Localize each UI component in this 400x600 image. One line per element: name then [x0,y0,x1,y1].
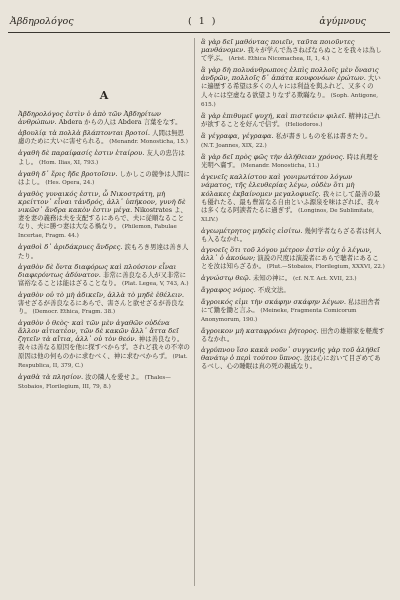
header-right: ἀγύμνους [319,16,366,27]
japanese-translation: Abdera からの人は Abdera 言葉をなす。 [56,118,182,127]
greek-quotation: ἄγραφος νόμος. [201,286,256,295]
greek-quotation: ἃ γὰρ δὴ πολυάνθρωποις ἐλπὶς πολλοῖς μὲν ὄνασις ἀνδρῶν, πολλοῖς δ᾽ ἀπάτα κουφονόων ἐρώτων. [201,66,379,83]
japanese-translation: 我々が学んで為さねばならぬことを我々は為して学ぶ。 [201,46,382,63]
greek-quotation: ἃ γέγραφα, γέγραφα. [201,131,274,140]
japanese-translation: 非常に善良なる人が又非常に富裕なることは能はざることなり。 [18,270,187,287]
quotation-entry [18,170,190,187]
greek-quotation: ἀγαθὴ δὲ παραίφασίς ἐστιν ἑταίρου. [18,149,145,158]
source-citation: (Heliodoros.) [283,121,323,128]
greek-quotation: ἀγαθὰ τὰ πλησίον. [18,372,84,381]
quotation-entry [18,129,190,146]
quotation-entry [201,227,385,243]
quotation-entry [201,246,385,271]
japanese-translation: 演説の尺度は演説者にあらで聴者にあることを汝は知らざるか。 [201,254,379,271]
greek-quotation: ἀγνοεῖς ὅτι τοῦ λόγου μέτρον ἐστὶν οὐχ ὁ λέγων, ἀλλ᾽ ὁ ἀκούων; [201,246,372,263]
greek-quotation: Ἀβδηρολόγος ἐστὶν ὁ ἀπὸ τῶν Ἀβδηρίτων ἀνθρώπων. [18,110,161,127]
source-citation: (Menandr. Monosticha, 15.) [107,139,188,146]
source-citation: (Soph. Antigone, 615.) [201,92,379,108]
japanese-translation: 汝は心において目ざめてあるべし、心の睡眠は真の死の親戚なり。 [201,354,381,371]
source-citation: (Plut.—Stobaios, Florilegium, XXXVI, 22.) [264,264,385,271]
japanese-translation: 時は真理を光明へ齎す。 [201,153,379,170]
source-citation: (Arist. Ethica Nicomachea, II, 1, 4.) [226,56,330,63]
quotation-entry [201,327,385,343]
japanese-translation: 神は善良なり。我々は善なる原因を他に探すべからず。されど我々の不幸の原因は他の何ものかに求むべく、神に求むべからず。 [18,335,190,360]
japanese-translation: 精神は己れが欲することを好んで信ず。 [201,111,381,128]
quotation-entry [201,132,385,150]
greek-quotation: ἀγεωμέτρητος μηδεὶς εἰσίτω. [201,226,303,235]
source-citation: (cf. N.T. Act. XVII, 23.) [291,276,357,283]
quotation-entry [201,112,385,129]
japanese-translation: 私は田舎者にて鋤を鋤と言ふ。 [201,297,381,314]
left-column [18,40,190,590]
source-citation: (Plat. Respublica, II, 379, C.) [18,353,188,369]
greek-quotation: ἃ γὰρ δεῖ πρὸς φῶς τὴν ἀλήθειαν χρόνος. [201,153,345,162]
greek-quotation: ἀγρύπνου ἴσο κακὰ νοῦν᾽ συγγενής γὰρ τοῦ ἀλήθεῖ θανάτῳ ὁ περὶ τούτου ὕπνος. [201,346,380,363]
column-divider [194,38,195,586]
quotation-entry [18,149,190,166]
japanese-translation: Nikostrates よ、妻を妻の義務は夫を支配するにあらで、夫に従順なることなり、夫に勝つ妻は大なる禍なり。 [18,206,187,231]
greek-quotation: ἀγαθὸν οὐ τὸ μὴ ἀδικεῖν, ἀλλὰ τὸ μηδὲ ἐθέλειν. [18,290,184,299]
quotation-entry [201,173,385,224]
source-citation: (N.T. Joannes, XIX, 22.) [201,143,267,150]
japanese-translation: 私が書きしものを私は書きたり。 [273,131,372,140]
source-citation: (Hom. Ilias, XI, 793.) [37,159,99,166]
greek-quotation: ἀβουλίᾳ τὰ πολλὰ βλάπτονται βροτοί. [18,129,151,138]
quotation-entry [18,291,190,316]
right-column [201,38,385,588]
japanese-translation: 大いに遍歴する希望は多くの人々には利益を與ふれど、又多くの人々には空虚なる欲望よりなずる欺瞞なり。 [201,74,381,99]
source-citation: (Plat. Legea, V, 743, A.) [120,280,189,287]
japanese-translation: 田舎の雄辯家を軽蔑するなかれ。 [201,326,385,343]
quotation-entry [201,274,385,283]
quotation-entry [201,153,385,170]
header-left: Ἀβδηρολόγος [10,16,74,27]
quotation-entry [201,38,385,63]
greek-quotation: ἃ γὰρ ἐπιθυμεῖ ψυχή, καὶ πιστεύειν φιλεῖ. [201,111,347,120]
greek-quotation: ἀγαθὸν ὁ θεὸς· καὶ τῶν μὲν ἀγαθῶν οὐδένα ἄλλον αἰτιατέον, τῶν δὲ κακῶν ἄλλ᾽ ἄττα δεῖ ζητεῖν τὰ αἴτια, ἀλλ᾽ οὐ τὸν θεόν. [18,319,179,344]
source-citation: (Meineke, Fragmenta Comicorum Anonymorum, 190.) [201,307,357,323]
quotation-entry [201,298,385,324]
quotation-entry [18,190,190,241]
source-citation: (Longinos, De Sublimitate, XLIV.) [201,207,374,223]
greek-quotation: ἀγνώστῳ θεῷ. [201,274,251,283]
japanese-translation: 涙もろき男達は善き人たり。 [18,243,189,260]
source-citation: (Thales—Stobaios, Florilegium, III, 79, 8.) [18,374,171,390]
japanese-translation: 友人の忠告はよし。 [18,149,185,166]
header-rule [8,32,390,33]
source-citation: (Philemon, Fabulae Incertae, Fragm. 44.) [18,224,177,240]
source-citation: (Menandr. Monosticha, 11.) [238,163,320,170]
quotation-entry [18,243,190,259]
japanese-translation: 幾何学者ならざる者は何人も入るなかれ。 [201,226,382,243]
greek-quotation: ἄγροικον μὴ καταφρόνει ῥήτορος. [201,326,319,335]
greek-quotation: ἀγαθὸς γυναικός ἐστιν, ὦ Νικοστράτη, μὴ κρείττον᾽ εἶναι τἀνδρός, ἀλλ᾽ ὑπήκοον, γυνὴ δὲ νικῶσ᾽ ἄνδρα κακὸν ἐστιν μέγα. [18,189,186,215]
japanese-translation: 汝の隣人を愛せよ。 [83,372,143,381]
greek-quotation: ἀγαθὸν δὲ ὄντα διαφόρως καὶ πλούσιον εἶναι διαφερόντως ἀδύνατον. [18,262,177,279]
quotation-entry [18,263,190,288]
japanese-translation: 未知の神に。 [250,274,292,283]
quotation-entry [201,346,385,370]
japanese-translation: 人間は無思慮のために大いに害せられる。 [18,129,185,146]
japanese-translation: しかしこの競争は人間にはよし。 [18,169,190,186]
quotation-entry [18,110,190,126]
japanese-translation: 不成文法。 [255,286,290,295]
quotation-entry [201,66,385,108]
japanese-translation: 我々にして最善の最も優れたる、最も豊富なる自由といふ源泉を味はざれば、我々は多くなる阿諛者たるに過ぎず。 [201,189,381,214]
source-citation: (Hes. Opera, 24.) [43,179,95,186]
greek-quotation: ἀγαθὴ δ᾽ ἔρις ἥδε βροτοῖσιν. [18,169,118,178]
greek-quotation: ἃ γὰρ δεῖ μαθόντας ποιεῖν, ταῦτα ποιοῦντες μανθάνομεν. [201,38,355,55]
quotation-entry [18,319,190,370]
greek-quotation: ἀγαθοὶ δ᾽ ἀριδάκρυες ἄνδρες. [18,243,123,252]
greek-quotation: ἀγενεῖς καλλίστου καὶ γονιμωτάτου λόγων νάματος, τῆς ἐλευθερίας λέγω, οὐδὲν ὅτι μὴ κόλακες ἐκβαίνομεν μεγαλοφυεῖς. [201,173,355,198]
quotation-entry [201,286,385,294]
running-header [0,14,400,30]
greek-quotation: ἄγροικός εἰμι τὴν σκάφην σκάφην λέγων. [201,297,347,306]
source-citation: (Democr. Ethica, Fragm. 38.) [30,309,116,316]
quotation-entry [18,373,190,391]
japanese-translation: 害せざるが善良なるにあらで、害さんと欲せざるが善良なり。 [18,298,184,316]
page-number: ( 1 ) [188,16,218,27]
section-letter: A [99,89,109,102]
